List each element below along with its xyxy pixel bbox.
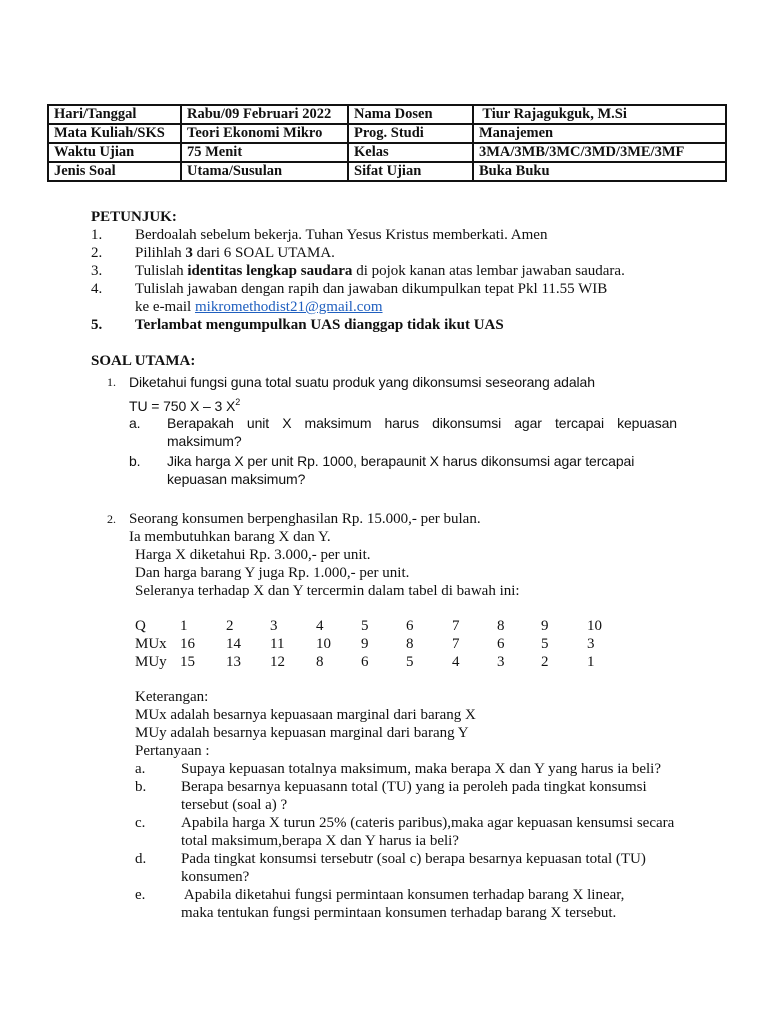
note-title: Keterangan: [135, 689, 209, 705]
bold-text-run: identitas lengkap saudara [187, 263, 353, 279]
info-label: Prog. Studi [348, 124, 473, 143]
sub-question-text: tersebut (soal a) ? [181, 797, 288, 813]
table-row-mux-label: MUx [135, 636, 167, 652]
info-label: Nama Dosen [348, 105, 473, 124]
table-cell: 15 [180, 654, 195, 670]
table-cell: 5 [406, 654, 414, 670]
exam-info-table [47, 104, 727, 182]
petunjuk-number: 4. [91, 281, 103, 297]
question-text: Seorang konsumen berpenghasilan Rp. 15.000,- per bulan. [129, 511, 481, 527]
text-run: dari 6 SOAL UTAMA. [192, 245, 335, 261]
sub-question-label: b. [135, 779, 147, 795]
info-value: 3MA/3MB/3MC/3MD/3ME/3MF [473, 143, 726, 162]
info-value: Rabu/09 Februari 2022 [181, 105, 348, 124]
table-cell: 9 [541, 618, 549, 634]
question-text: Dan harga barang Y juga Rp. 1.000,- per unit. [135, 565, 410, 581]
sub-question-text: Berapakah unit X maksimum harus dikonsumsi agar tercapai kepuasan [167, 415, 677, 431]
table-cell: 3 [497, 654, 505, 670]
petunjuk-number: 3. [91, 263, 103, 279]
sub-question-label: e. [135, 887, 146, 903]
sub-question-label: a. [135, 761, 146, 777]
info-label: Kelas [348, 143, 473, 162]
info-label: Jenis Soal [48, 162, 181, 181]
questions-title: Pertanyaan : [135, 743, 210, 759]
table-cell: 14 [226, 636, 241, 652]
sub-question-text: maksimum? [167, 433, 242, 449]
sub-question-text: Berapa besarnya kepuasann total (TU) yang ia peroleh pada tingkat konsumsi [181, 779, 647, 795]
table-cell: 13 [226, 654, 241, 670]
table-cell: 10 [587, 618, 602, 634]
sub-question-text: maka tentukan fungsi permintaan konsumen terhadap barang X tersebut. [181, 905, 617, 921]
info-row-date [48, 105, 726, 124]
table-cell: 1 [180, 618, 188, 634]
sub-question-label: a. [129, 415, 141, 431]
soal-utama-title: SOAL UTAMA: [91, 353, 196, 369]
table-cell: 8 [497, 618, 505, 634]
formula-text: TU = 750 X – 3 X [129, 398, 236, 414]
info-row-time [48, 143, 726, 162]
info-row-course [48, 124, 726, 143]
table-cell: 8 [316, 654, 324, 670]
table-cell: 2 [541, 654, 549, 670]
formula [129, 397, 240, 415]
info-value: Manajemen [473, 124, 726, 143]
sub-question-label: b. [129, 453, 141, 469]
table-cell: 6 [406, 618, 414, 634]
sub-question-label: d. [135, 851, 147, 867]
table-cell: 5 [541, 636, 549, 652]
petunjuk-number: 1. [91, 227, 103, 243]
petunjuk-email-line [135, 298, 383, 316]
table-row-q-label: Q [135, 618, 146, 634]
table-cell: 1 [587, 654, 595, 670]
formula-exponent: 2 [235, 397, 241, 407]
table-cell: 9 [361, 636, 369, 652]
sub-question-label: c. [135, 815, 146, 831]
table-cell: 5 [361, 618, 369, 634]
petunjuk-text: Berdoalah sebelum bekerja. Tuhan Yesus Kristus memberkati. Amen [135, 227, 548, 243]
table-cell: 3 [270, 618, 278, 634]
sub-question-text: Apabila diketahui fungsi permintaan konsumen terhadap barang X linear, [181, 887, 625, 903]
note-text: MUy adalah besarnya kepuasan marginal dari barang Y [135, 725, 469, 741]
table-cell: 8 [406, 636, 414, 652]
petunjuk-number: 5. [91, 317, 103, 333]
sub-question-text: Supaya kepuasan totalnya maksimum, maka berapa X dan Y yang harus ia beli? [181, 761, 661, 777]
info-value: Tiur Rajagukguk, M.Si [473, 105, 726, 124]
text-run: ke e-mail [135, 299, 195, 315]
question-text: Ia membutuhkan barang X dan Y. [129, 529, 331, 545]
table-cell: 11 [270, 636, 285, 652]
petunjuk-text: Tulislah jawaban dengan rapih dan jawaban dikumpulkan tepat Pkl 11.55 WIB [135, 281, 608, 297]
table-row-muy-label: MUy [135, 654, 167, 670]
sub-question-text: kepuasan maksimum? [167, 471, 306, 487]
text-run: Tulislah [135, 263, 188, 279]
sub-question-text: Pada tingkat konsumsi tersebutr (soal c) berapa besarnya kepuasan total (TU) [181, 851, 646, 867]
info-value: Teori Ekonomi Mikro [181, 124, 348, 143]
table-cell: 6 [497, 636, 505, 652]
info-row-type [48, 162, 726, 181]
table-cell: 16 [180, 636, 195, 652]
email-link[interactable]: mikromethodist21@gmail.com [194, 299, 383, 315]
info-label: Hari/Tanggal [48, 105, 181, 124]
question-text: Harga X diketahui Rp. 3.000,- per unit. [135, 547, 371, 563]
question-number: 2. [107, 512, 116, 526]
question-text: Seleranya terhadap X dan Y tercermin dalam tabel di bawah ini: [135, 583, 520, 599]
table-cell: 7 [452, 636, 460, 652]
sub-question-text: total maksimum,berapa X dan Y harus ia beli? [181, 833, 459, 849]
info-value: Utama/Susulan [181, 162, 348, 181]
info-value: Buka Buku [473, 162, 726, 181]
table-cell: 7 [452, 618, 460, 634]
table-cell: 10 [316, 636, 331, 652]
petunjuk-title: PETUNJUK: [91, 209, 177, 225]
table-cell: 12 [270, 654, 285, 670]
table-cell: 6 [361, 654, 369, 670]
info-label: Mata Kuliah/SKS [48, 124, 181, 143]
petunjuk-text [135, 244, 335, 262]
bold-text-run: 3 [185, 245, 193, 261]
text-run: Pilihlah [135, 245, 186, 261]
sub-question-text: Apabila harga X turun 25% (cateris paribus),maka agar kepuasan kensumsi secara [181, 815, 675, 831]
petunjuk-number: 2. [91, 245, 103, 261]
text-run: di pojok kanan atas lembar jawaban saudara. [352, 263, 625, 279]
table-cell: 4 [316, 618, 324, 634]
sub-question-text: konsumen? [181, 869, 250, 885]
table-cell: 3 [587, 636, 595, 652]
info-label: Waktu Ujian [48, 143, 181, 162]
table-cell: 4 [452, 654, 460, 670]
table-cell: 2 [226, 618, 234, 634]
question-text: Diketahui fungsi guna total suatu produk yang dikonsumsi seseorang adalah [129, 374, 595, 390]
note-text: MUx adalah besarnya kepuasaan marginal dari barang X [135, 707, 476, 723]
info-label: Sifat Ujian [348, 162, 473, 181]
petunjuk-text [135, 262, 625, 280]
question-number: 1. [107, 375, 116, 389]
info-value: 75 Menit [181, 143, 348, 162]
petunjuk-text: Terlambat mengumpulkan UAS dianggap tidak ikut UAS [135, 317, 504, 333]
sub-question-text: Jika harga X per unit Rp. 1000, berapaunit X harus dikonsumsi agar tercapai [167, 453, 635, 469]
